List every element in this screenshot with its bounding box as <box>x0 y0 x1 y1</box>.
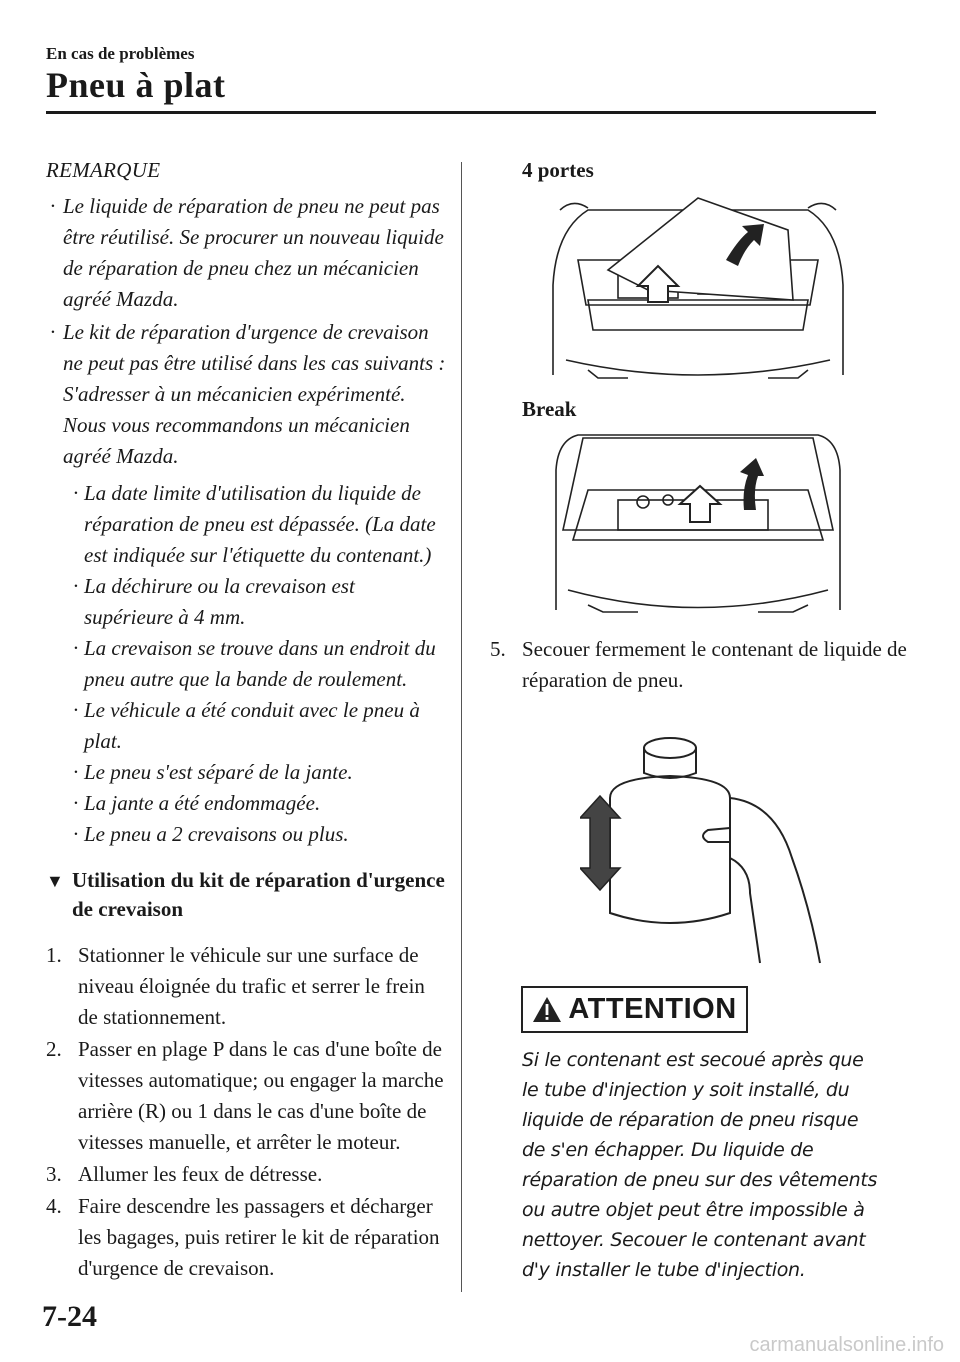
subheading-text: Utilisation du kit de réparation d'urgence de crevaison <box>72 868 445 921</box>
left-column <box>46 158 446 1285</box>
note-sub-list <box>46 478 446 850</box>
triangle-down-icon: ▼ <box>46 871 64 891</box>
step-number: 5. <box>490 637 506 661</box>
double-arrow-icon <box>580 796 620 890</box>
lift-arrow-icon <box>740 458 764 510</box>
up-arrow-icon <box>680 486 720 522</box>
step-text: Faire descendre les passagers et décharger les bagages, puis retirer le kit de réparation d'urgence de crevaison. <box>78 1194 440 1280</box>
note-sub-bullet: · La crevaison se trouve dans un endroit du pneu autre que la bande de roulement. <box>73 636 436 691</box>
note-sub-bullet-text: La déchirure ou la crevaison est supérieure à 4 mm. <box>84 574 355 629</box>
section-subheading <box>46 866 446 924</box>
section-label: En cas de problèmes <box>46 44 195 63</box>
attention-body: Si le contenant est secoué après que le tube d'injection y soit installé, du liquide de réparation de pneu risque de s'en échapper. Du liquide de réparation de pneu sur des vêtements ou autre objet peut être impossible à nettoyer. Secouer le contenant avant d'y installer le tube d'injection. <box>522 1049 878 1281</box>
title-rule <box>46 111 876 114</box>
step-number: 4. <box>46 1194 62 1218</box>
step-text: Passer en plage P dans le cas d'une boîte de vitesses automatique; ou engager la marche arrière (R) ou 1 dans le cas d'une boîte de vitesses manuelle, et arrêter le moteur. <box>78 1037 444 1154</box>
note-sub-bullet: · La jante a été endommagée. <box>73 791 321 815</box>
warning-icon <box>532 996 562 1023</box>
step-number: 1. <box>46 943 62 967</box>
note-sub-bullet-text: Le pneu s'est séparé de la jante. <box>84 760 353 784</box>
step-item <box>46 1191 446 1284</box>
attention-label: ATTENTION <box>568 993 737 1025</box>
watermark: carmanualsonline.info <box>749 1334 944 1356</box>
note-sub-bullet-text: Le véhicule a été conduit avec le pneu à plat. <box>84 698 420 753</box>
steps-list <box>46 940 446 1284</box>
note-bullet: · Le kit de réparation d'urgence de crevaison ne peut pas être utilisé dans les cas suivants : S'adresser à un mécanicien expérimenté. Nous vous recommandons un mécanicien agréé Mazda. <box>50 320 446 468</box>
note-sub-bullet-text: Le pneu a 2 crevaisons ou plus. <box>84 822 349 846</box>
wagon-trunk-illustration <box>548 430 848 625</box>
step-text: Secouer fermement le contenant de liquide de réparation de pneu. <box>522 637 907 692</box>
step-item <box>46 1034 446 1158</box>
step-text: Stationner le véhicule sur une surface de niveau éloignée du trafic et serrer le frein de stationnement. <box>78 943 425 1029</box>
note-sub-bullet-text: La date limite d'utilisation du liquide de réparation de pneu est dépassée. (La date est indiquée sur l'étiquette du contenant.) <box>84 481 436 567</box>
figure-caption-sedan: 4 portes <box>522 158 594 182</box>
note-title: REMARQUE <box>46 158 161 182</box>
step-text: Allumer les feux de détresse. <box>78 1162 323 1186</box>
shake-bottle-illustration <box>580 718 830 968</box>
note-bullet: · Le liquide de réparation de pneu ne peut pas être réutilisé. Se procurer un nouveau liquide de réparation de pneu chez un mécanicien agréé Mazda. <box>50 194 444 311</box>
note-sub-bullet-text: La crevaison se trouve dans un endroit du pneu autre que la bande de roulement. <box>84 636 436 691</box>
step-number: 3. <box>46 1162 62 1186</box>
note-bullet-text: Le kit de réparation d'urgence de crevaison ne peut pas être utilisé dans les cas suivants : S'adresser à un mécanicien expérimenté. Nous vous recommandons un mécanicien agréé Mazda. <box>63 320 446 468</box>
step-item <box>46 940 446 1033</box>
note-bullet-text: Le liquide de réparation de pneu ne peut pas être réutilisé. Se procurer un nouveau liquide de réparation de pneu chez un mécanicien agréé Mazda. <box>63 194 444 311</box>
sedan-trunk-illustration <box>548 190 848 390</box>
attention-banner <box>521 986 748 1033</box>
note-sub-bullet: · Le véhicule a été conduit avec le pneu à plat. <box>73 698 420 753</box>
note-sub-bullet: · Le pneu a 2 crevaisons ou plus. <box>73 822 349 846</box>
page-number: 7-24 <box>42 1300 97 1333</box>
note-sub-bullet: · La déchirure ou la crevaison est supérieure à 4 mm. <box>73 574 355 629</box>
note-sub-bullet: · La date limite d'utilisation du liquide de réparation de pneu est dépassée. (La date est indiquée sur l'étiquette du contenant.) <box>73 481 436 567</box>
figure-caption-wagon: Break <box>522 397 577 421</box>
page-title: Pneu à plat <box>46 65 226 105</box>
column-divider <box>461 162 462 1292</box>
step-number: 2. <box>46 1037 62 1061</box>
step-item <box>46 1159 446 1190</box>
step-item <box>490 634 922 696</box>
note-sub-bullet: · Le pneu s'est séparé de la jante. <box>73 760 353 784</box>
note-sub-bullet-text: La jante a été endommagée. <box>84 791 321 815</box>
